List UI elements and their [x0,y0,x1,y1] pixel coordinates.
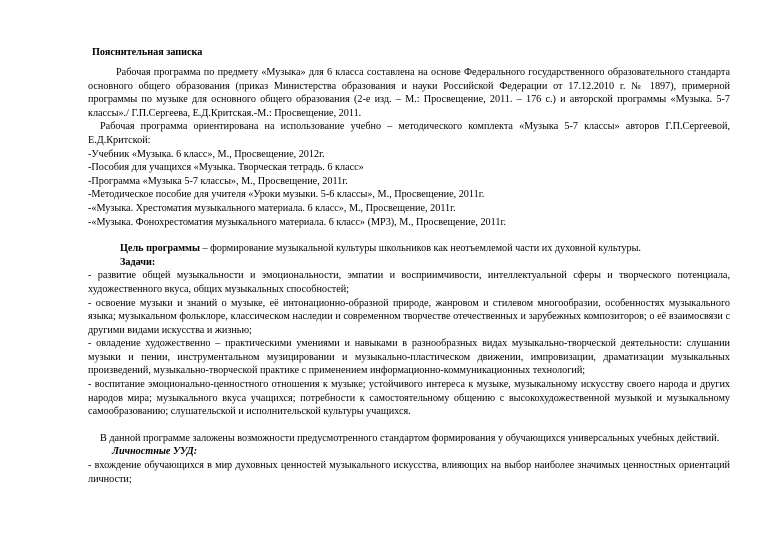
spacer [88,419,730,432]
task-item: - освоение музыки и знаний о музыке, её интонационно-образной природе, жанровом и стилевом многообразии, особенностях музыкального языка; музыкальном фольклоре, классическом наследии и современном творчестве отечественных и зарубежных композиторов; о её взаимосвязи с другими видами искусства и жизнью; [88,297,730,336]
umk-item: -Пособия для учащихся «Музыка. Творческая тетрадь. 6 класс» [88,162,364,174]
umk-item: -«Музыка. Фонохрестоматия музыкального материала. 6 класс» (MP3), М., Просвещение, 2011г. [88,216,507,228]
tasks-heading: Задачи: [120,256,156,268]
document-title: Пояснительная записка [92,47,203,58]
intro-paragraph: Рабочая программа по предмету «Музыка» для 6 класса составлена на основе Федерального государственного образовательного стандарта основного общего образования (приказ Министерства образования и науки Российской Федерации от 17.12.2010 г. № 1897), примерной программы по музыке для основного общего образования (2-е изд. – М.: Просвещение, 2011. – 176 с.) и авторской программы «Музыка. 5-7 классы»./ Г.П.Сергеева, Е.Д.Критская.-М.: Просвещение, 2011. [88,67,730,119]
spacer [88,229,730,242]
umk-item: -Программа «Музыка 5-7 классы», М., Просвещение, 2011г. [88,175,348,187]
umk-item: -«Музыка. Хрестоматия музыкального материала. 6 класс», М., Просвещение, 2011г. [88,202,456,214]
uud-intro-paragraph: В данной программе заложены возможности предусмотренного стандартом формирования у обучающихся универсальных учебных действий. [100,432,720,444]
goal-paragraph [88,242,730,256]
goal-text: – формирование музыкальной культуры школьников как неотъемлемой части их духовной культуры. [199,243,641,255]
task-item: - воспитание эмоционально-ценностного отношения к музыке; устойчивого интереса к музыке, музыкальному искусству своего народа и других народов мира; музыкального вкуса учащихся; потребности к самостоятельному общению с высокохудожественной музыкой и музыкальному самообразованию; слушательской и исполнительской культуры учащихся. [88,379,730,418]
task-item: - развитие общей музыкальности и эмоциональности, эмпатии и восприимчивости, интеллектуальной сферы и творческого потенциала, художественного вкуса, общих музыкальных способностей; [88,270,730,295]
personal-uud-item: - вхождение обучающихся в мир духовных ценностей музыкального искусства, влияющих на выбор наиболее значимых ценностных ориентаций личности; [88,460,730,485]
umk-item: -Учебник «Музыка. 6 класс», М., Просвещение, 2012г. [88,148,325,160]
document-body [88,66,730,486]
goal-label: Цель программы [120,243,200,255]
umk-item: -Методическое пособие для учителя «Уроки музыки. 5-6 классы», М., Просвещение, 2011г. [88,189,485,201]
umk-paragraph: Рабочая программа ориентирована на использование учебно – методического комплекта «Музыка 5-7 классы» авторов Г.П.Сергеевой, Е.Д.Критской: [88,121,730,146]
task-item: - овладение художественно – практическими умениями и навыками в разнообразных видах музыкально-творческой деятельности: слушании музыки и пении, инструментальном музицировании и музыкально-пластическом движении, импровизации, драматизации музыкальных произведений, музыкально-творческой практике с применением информационно-коммуникационных технологий; [88,338,730,377]
personal-uud-heading: Личностные УУД: [112,446,198,458]
